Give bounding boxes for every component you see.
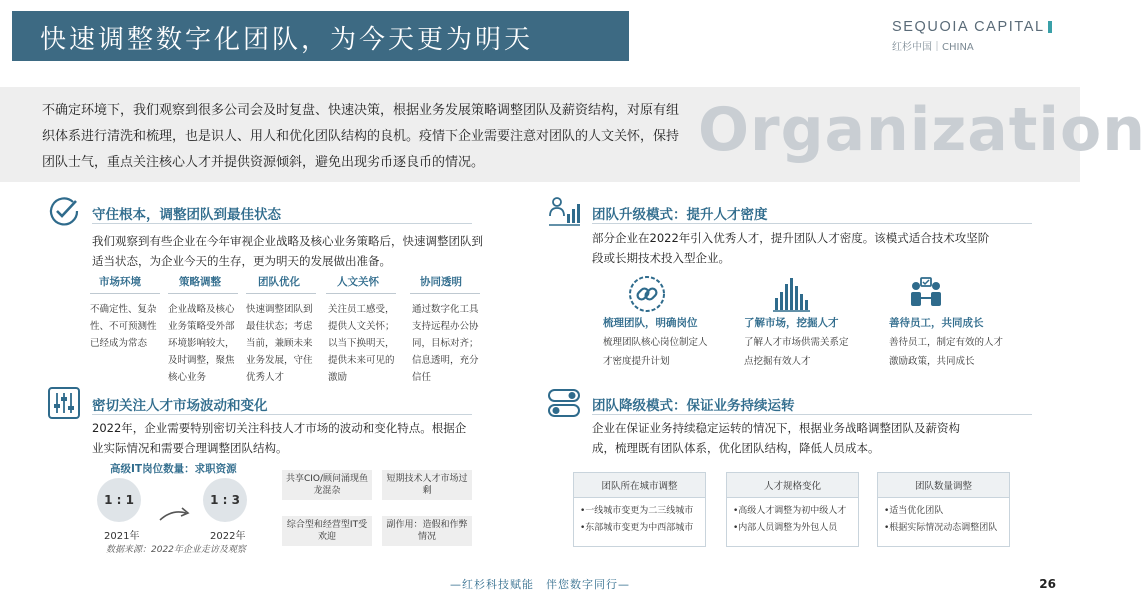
market-box-integrated-it: 综合型和经营型IT受欢迎 [282, 516, 372, 546]
column-body-care: 关注员工感受，提供人文关怀；以当下换明天，提供未来可见的激励 [328, 304, 395, 383]
growth-arrow-icon [158, 505, 192, 523]
bar-chart-icon [771, 274, 811, 314]
title-rule [592, 223, 1032, 224]
section-title-keep-foundation: 守住根本，调整团队到最佳状态 [92, 207, 281, 223]
link-chain-icon [627, 274, 667, 314]
section-text-talent-market: 2022年，企业需要特别密切关注科技人才市场的波动和变化特点。根据企业实际情况和需要合理调整团队结构。 [92, 421, 467, 455]
ratio-label: 高级IT岗位数量：求职资源 [110, 463, 237, 475]
brand-name: SEQUOIA CAPITAL [892, 19, 1045, 35]
column-rule [90, 293, 160, 294]
downgrade-card-team-count [877, 472, 1010, 547]
year-2021: 2021年 [104, 531, 140, 542]
column-head-team: 团队优化 [258, 276, 300, 288]
ratio-circle-2022: 1 : 3 [203, 478, 247, 522]
page-title: 快速调整数字化团队，为今天更为明天 [40, 25, 534, 55]
downgrade-card-talent-level [726, 472, 859, 547]
column-rule [168, 293, 238, 294]
talent-head-sort-team: 梳理团队，明确岗位 [603, 317, 698, 329]
footer-slogan: —红杉科技赋能 伴您数字同行— [450, 578, 630, 591]
talent-head-market: 了解市场，挖掘人才 [744, 317, 839, 329]
column-rule [410, 293, 480, 294]
column-rule [326, 293, 396, 294]
title-rule [92, 414, 472, 415]
column-head-market: 市场环境 [99, 276, 141, 288]
title-rule [92, 223, 472, 224]
column-head-transparency: 协同透明 [420, 276, 462, 288]
team-upgrade-icon [547, 194, 581, 228]
column-head-care: 人文关怀 [337, 276, 379, 288]
downgrade-card-line: •东部城市变更为中西部城市 [580, 523, 694, 533]
sliders-icon [47, 386, 81, 420]
section-title-downgrade: 团队降级模式：保证业务持续运转 [592, 398, 795, 414]
page-number: 26 [1039, 577, 1056, 591]
market-box-side-effect: 副作用：造假和作弊情况 [382, 516, 472, 546]
downgrade-card-head: 团队数量调整 [878, 473, 1009, 498]
column-body-strategy: 企业战略及核心业务策略受外部环境影响较大，及时调整，聚焦核心业务 [168, 304, 235, 383]
column-head-strategy: 策略调整 [179, 276, 221, 288]
market-box-shared-cio: 共享CIO/顾问涌现鱼龙混杂 [282, 470, 372, 500]
section-title-talent-market: 密切关注人才市场波动和变化 [92, 398, 268, 414]
sequoia-mark-icon [1048, 21, 1052, 33]
downgrade-card-head: 人才规格变化 [727, 473, 858, 498]
section-text-upgrade: 部分企业在2022年引入优秀人才，提升团队人才密度。该模式适合技术攻坚阶段或长期技术投入型企业。 [592, 231, 990, 265]
ratio-circle-2021: 1 : 1 [97, 478, 141, 522]
intro-band [0, 87, 1146, 182]
talent-head-treat-staff: 善待员工，共同成长 [889, 317, 984, 329]
intro-text: 不确定环境下，我们观察到很多公司会及时复盘、快速决策，根据业务发展策略调整团队及薪资结构，对原有组织体系进行清洗和梳理，也是识人、用人和优化团队结构的良机。疫情下企业需要注意对团队的人文关怀，保持团队士气，重点关注核心人才并提供资源倾斜，避免出现劣币逐良币的情况。 [42, 103, 680, 170]
downgrade-card-city [573, 472, 706, 547]
brand-logo [892, 19, 1050, 53]
brand-sub: 红杉中国｜CHINA [892, 42, 974, 53]
check-circle-icon [47, 194, 81, 228]
title-rule [592, 414, 1032, 415]
section-text-keep-foundation: 我们观察到有些企业在今年审视企业战略及核心业务策略后，快速调整团队到适当状态，为企业今天的生存，更为明天的发展做出准备。 [92, 234, 483, 268]
downgrade-card-line: •内部人员调整为外包人员 [733, 523, 838, 533]
column-rule [246, 293, 316, 294]
title-bar [12, 11, 629, 61]
talent-body-market: 了解人才市场供需关系定点挖掘有效人才 [744, 337, 849, 367]
section-title-upgrade: 团队升级模式：提升人才密度 [592, 207, 768, 223]
column-body-market: 不确定性、复杂性、不可预测性已经成为常态 [90, 304, 157, 349]
watermark: Organization [698, 95, 1146, 165]
talent-body-sort-team: 梳理团队核心岗位制定人才密度提升计划 [603, 337, 708, 367]
column-body-transparency: 通过数字化工具支持远程办公协同，目标对齐；信息透明，充分信任 [412, 304, 479, 383]
market-box-surplus: 短期技术人才市场过剩 [382, 470, 472, 500]
year-2022: 2022年 [210, 531, 246, 542]
employees-icon [906, 274, 946, 314]
data-source: 数据来源：2022年企业走访及观察 [106, 545, 246, 555]
downgrade-card-line: •一线城市变更为二三线城市 [580, 506, 694, 516]
toggle-switch-icon [547, 386, 581, 420]
talent-body-treat-staff: 善待员工，制定有效的人才激励政策，共同成长 [889, 337, 1004, 367]
downgrade-card-line: •根据实际情况动态调整团队 [884, 523, 998, 533]
column-body-team: 快速调整团队到最佳状态；考虑当前，兼顾未来业务发展，守住优秀人才 [246, 304, 313, 383]
downgrade-card-head: 团队所在城市调整 [574, 473, 705, 498]
section-text-downgrade: 企业在保证业务持续稳定运转的情况下，根据业务战略调整团队及薪资构成，梳理既有团队体系，优化团队结构，降低人员成本。 [592, 421, 960, 455]
downgrade-card-line: •适当优化团队 [884, 506, 944, 516]
downgrade-card-line: •高级人才调整为初中级人才 [733, 506, 847, 516]
